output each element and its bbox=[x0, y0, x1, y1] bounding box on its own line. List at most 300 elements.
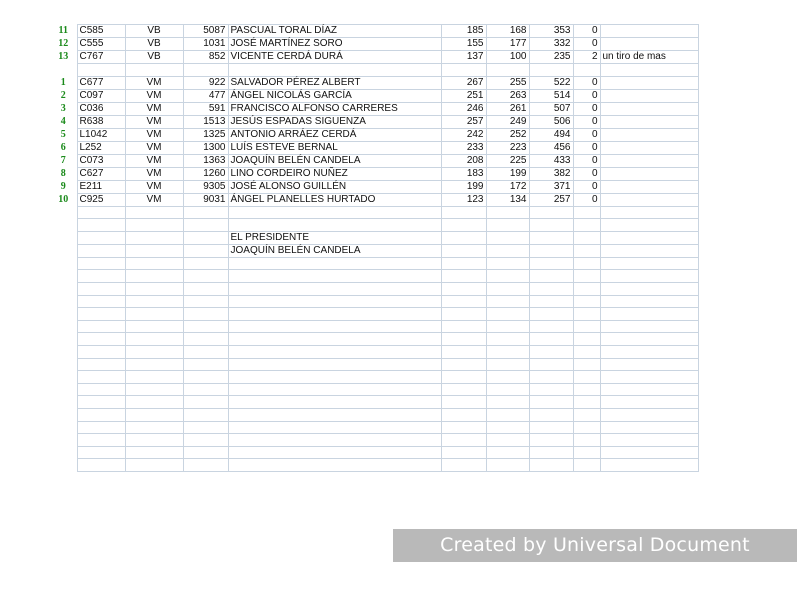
total-cell: 506 bbox=[529, 115, 573, 128]
license-cell bbox=[183, 206, 228, 219]
score1-cell bbox=[441, 421, 486, 434]
name-cell bbox=[228, 345, 441, 358]
note-cell bbox=[600, 320, 698, 333]
note-cell bbox=[600, 231, 698, 244]
note-cell bbox=[600, 282, 698, 295]
score1-cell bbox=[441, 206, 486, 219]
category-cell bbox=[125, 295, 183, 308]
extra-cell: 2 bbox=[573, 51, 600, 64]
note-cell bbox=[600, 459, 698, 472]
extra-cell bbox=[573, 295, 600, 308]
score1-cell: 267 bbox=[441, 76, 486, 89]
note-cell bbox=[600, 383, 698, 396]
rank-cell bbox=[50, 371, 77, 384]
score2-cell bbox=[486, 308, 529, 321]
license-cell bbox=[183, 396, 228, 409]
total-cell: 257 bbox=[529, 193, 573, 206]
name-cell bbox=[228, 270, 441, 283]
rank-cell: 9 bbox=[60, 180, 66, 192]
name-cell: JESÚS ESPADAS SIGUENZA bbox=[228, 115, 441, 128]
license-cell bbox=[183, 333, 228, 346]
category-cell bbox=[125, 244, 183, 257]
name-cell: JOSÉ MARTÍNEZ SORO bbox=[228, 38, 441, 51]
score2-cell bbox=[486, 459, 529, 472]
name-cell: SALVADOR PÉREZ ALBERT bbox=[228, 76, 441, 89]
score2-cell bbox=[486, 282, 529, 295]
empty-row bbox=[50, 270, 698, 283]
score1-cell bbox=[441, 383, 486, 396]
empty-row bbox=[50, 333, 698, 346]
score1-cell: 137 bbox=[441, 51, 486, 64]
score2-cell: 255 bbox=[486, 76, 529, 89]
score2-cell bbox=[486, 244, 529, 257]
note-cell bbox=[600, 180, 698, 193]
extra-cell: 0 bbox=[573, 89, 600, 102]
category-cell bbox=[125, 383, 183, 396]
note-cell bbox=[600, 141, 698, 154]
code-cell: C627 bbox=[77, 167, 125, 180]
license-cell bbox=[183, 408, 228, 421]
note-cell bbox=[600, 25, 698, 38]
score2-cell: 223 bbox=[486, 141, 529, 154]
category-cell bbox=[125, 421, 183, 434]
rank-cell bbox=[50, 345, 77, 358]
note-cell bbox=[600, 358, 698, 371]
code-cell bbox=[77, 282, 125, 295]
code-cell bbox=[77, 408, 125, 421]
license-cell: 477 bbox=[183, 89, 228, 102]
name-cell: LINO CORDEIRO NUÑEZ bbox=[228, 167, 441, 180]
extra-cell: 0 bbox=[573, 193, 600, 206]
license-cell bbox=[183, 244, 228, 257]
table-row bbox=[50, 51, 698, 64]
category-cell: VM bbox=[125, 154, 183, 167]
empty-row bbox=[50, 383, 698, 396]
code-cell bbox=[77, 244, 125, 257]
rank-cell bbox=[50, 244, 77, 257]
empty-row bbox=[50, 358, 698, 371]
score1-cell bbox=[441, 282, 486, 295]
note-cell bbox=[600, 371, 698, 384]
note-cell bbox=[600, 295, 698, 308]
watermark-banner: Created by Universal Document Converter bbox=[393, 529, 797, 562]
note-cell bbox=[600, 193, 698, 206]
note-cell bbox=[600, 345, 698, 358]
score1-cell: 185 bbox=[441, 25, 486, 38]
note-cell bbox=[600, 308, 698, 321]
note-cell bbox=[600, 167, 698, 180]
score1-cell: 183 bbox=[441, 167, 486, 180]
table-row bbox=[50, 154, 698, 167]
license-cell bbox=[183, 371, 228, 384]
extra-cell bbox=[573, 459, 600, 472]
rank-cell bbox=[50, 421, 77, 434]
score1-cell bbox=[441, 371, 486, 384]
category-cell: VB bbox=[125, 38, 183, 51]
code-cell: R638 bbox=[77, 115, 125, 128]
name-cell bbox=[228, 64, 441, 77]
category-cell bbox=[125, 257, 183, 270]
category-cell: VB bbox=[125, 25, 183, 38]
empty-row bbox=[50, 408, 698, 421]
code-cell: L1042 bbox=[77, 128, 125, 141]
table-row bbox=[50, 167, 698, 180]
license-cell bbox=[183, 345, 228, 358]
empty-row bbox=[50, 371, 698, 384]
table-row bbox=[50, 102, 698, 115]
score2-cell: 177 bbox=[486, 38, 529, 51]
code-cell bbox=[77, 358, 125, 371]
code-cell: L252 bbox=[77, 141, 125, 154]
score1-cell bbox=[441, 308, 486, 321]
rank-cell bbox=[50, 396, 77, 409]
license-cell: 922 bbox=[183, 76, 228, 89]
table-row bbox=[50, 115, 698, 128]
name-cell bbox=[228, 446, 441, 459]
rank-cell bbox=[50, 231, 77, 244]
extra-cell: 0 bbox=[573, 76, 600, 89]
table-row bbox=[50, 38, 698, 51]
score1-cell bbox=[441, 358, 486, 371]
score1-cell: 123 bbox=[441, 193, 486, 206]
note-cell bbox=[600, 64, 698, 77]
name-cell bbox=[228, 459, 441, 472]
name-cell bbox=[228, 308, 441, 321]
extra-cell: 0 bbox=[573, 25, 600, 38]
total-cell: 332 bbox=[529, 38, 573, 51]
score1-cell: 246 bbox=[441, 102, 486, 115]
rank-cell: 2 bbox=[60, 89, 66, 101]
license-cell: 1031 bbox=[183, 38, 228, 51]
name-cell: VICENTE CERDÁ DURÁ bbox=[228, 51, 441, 64]
score2-cell bbox=[486, 219, 529, 232]
empty-row bbox=[50, 434, 698, 447]
score2-cell: 172 bbox=[486, 180, 529, 193]
category-cell bbox=[125, 446, 183, 459]
license-cell: 591 bbox=[183, 102, 228, 115]
rank-cell: 11 bbox=[58, 25, 68, 36]
code-cell: C036 bbox=[77, 102, 125, 115]
category-cell bbox=[125, 231, 183, 244]
extra-cell bbox=[573, 320, 600, 333]
score2-cell: 261 bbox=[486, 102, 529, 115]
extra-cell bbox=[573, 206, 600, 219]
extra-cell bbox=[573, 421, 600, 434]
extra-cell: 0 bbox=[573, 102, 600, 115]
extra-cell bbox=[573, 308, 600, 321]
category-cell: VM bbox=[125, 141, 183, 154]
table-row bbox=[50, 25, 698, 38]
license-cell: 1363 bbox=[183, 154, 228, 167]
total-cell: 382 bbox=[529, 167, 573, 180]
signature-name: JOAQUÍN BELÉN CANDELA bbox=[228, 244, 441, 257]
code-cell bbox=[77, 345, 125, 358]
name-cell bbox=[228, 257, 441, 270]
name-cell: PASCUAL TORAL DÍAZ bbox=[228, 25, 441, 38]
extra-cell: 0 bbox=[573, 180, 600, 193]
category-cell: VM bbox=[125, 128, 183, 141]
score1-cell bbox=[441, 295, 486, 308]
note-cell bbox=[600, 102, 698, 115]
score1-cell: 257 bbox=[441, 115, 486, 128]
empty-row bbox=[50, 446, 698, 459]
code-cell bbox=[77, 64, 125, 77]
extra-cell bbox=[573, 282, 600, 295]
code-cell bbox=[77, 396, 125, 409]
name-cell bbox=[228, 219, 441, 232]
score2-cell: 249 bbox=[486, 115, 529, 128]
rank-cell bbox=[50, 308, 77, 321]
name-cell: LUÍS ESTEVE BERNAL bbox=[228, 141, 441, 154]
code-cell: C097 bbox=[77, 89, 125, 102]
score2-cell bbox=[486, 371, 529, 384]
name-cell: ÁNGEL PLANELLES HURTADO bbox=[228, 193, 441, 206]
table-row bbox=[50, 180, 698, 193]
extra-cell bbox=[573, 333, 600, 346]
category-cell: VB bbox=[125, 51, 183, 64]
score2-cell bbox=[486, 396, 529, 409]
category-cell bbox=[125, 270, 183, 283]
code-cell bbox=[77, 459, 125, 472]
extra-cell bbox=[573, 231, 600, 244]
name-cell bbox=[228, 396, 441, 409]
score1-cell: 233 bbox=[441, 141, 486, 154]
empty-row bbox=[50, 396, 698, 409]
note-cell bbox=[600, 128, 698, 141]
note-cell bbox=[600, 89, 698, 102]
code-cell: C073 bbox=[77, 154, 125, 167]
rank-cell bbox=[50, 408, 77, 421]
total-cell bbox=[529, 308, 573, 321]
total-cell bbox=[529, 219, 573, 232]
note-cell bbox=[600, 421, 698, 434]
empty-row bbox=[50, 295, 698, 308]
total-cell bbox=[529, 257, 573, 270]
total-cell bbox=[529, 270, 573, 283]
category-cell bbox=[125, 219, 183, 232]
empty-row bbox=[50, 308, 698, 321]
code-cell bbox=[77, 206, 125, 219]
name-cell: FRANCISCO ALFONSO CARRERES bbox=[228, 102, 441, 115]
code-cell bbox=[77, 434, 125, 447]
note-cell bbox=[600, 408, 698, 421]
rank-cell: 6 bbox=[60, 141, 66, 153]
rank-cell bbox=[50, 434, 77, 447]
note-cell bbox=[600, 244, 698, 257]
extra-cell bbox=[573, 270, 600, 283]
note-cell: un tiro de mas bbox=[600, 51, 698, 64]
score2-cell bbox=[486, 333, 529, 346]
code-cell bbox=[77, 446, 125, 459]
code-cell bbox=[77, 320, 125, 333]
empty-row bbox=[50, 206, 698, 219]
score1-cell bbox=[441, 333, 486, 346]
score1-cell bbox=[441, 320, 486, 333]
score2-cell bbox=[486, 358, 529, 371]
name-cell bbox=[228, 421, 441, 434]
total-cell bbox=[529, 408, 573, 421]
total-cell: 494 bbox=[529, 128, 573, 141]
extra-cell bbox=[573, 64, 600, 77]
table-row bbox=[50, 128, 698, 141]
license-cell: 1260 bbox=[183, 167, 228, 180]
score2-cell: 134 bbox=[486, 193, 529, 206]
rank-cell: 1 bbox=[60, 76, 66, 88]
extra-cell bbox=[573, 396, 600, 409]
table-row bbox=[50, 89, 698, 102]
score1-cell bbox=[441, 244, 486, 257]
extra-cell: 0 bbox=[573, 128, 600, 141]
rank-cell bbox=[50, 295, 77, 308]
extra-cell bbox=[573, 219, 600, 232]
name-cell: JOSÉ ALONSO GUILLÉN bbox=[228, 180, 441, 193]
category-cell bbox=[125, 333, 183, 346]
extra-cell bbox=[573, 446, 600, 459]
total-cell bbox=[529, 345, 573, 358]
code-cell bbox=[77, 333, 125, 346]
name-cell bbox=[228, 434, 441, 447]
extra-cell: 0 bbox=[573, 141, 600, 154]
score1-cell bbox=[441, 64, 486, 77]
total-cell bbox=[529, 434, 573, 447]
note-cell bbox=[600, 396, 698, 409]
empty-row bbox=[50, 219, 698, 232]
signature-title: EL PRESIDENTE bbox=[228, 231, 441, 244]
category-cell bbox=[125, 308, 183, 321]
total-cell: 507 bbox=[529, 102, 573, 115]
extra-cell bbox=[573, 408, 600, 421]
table-row bbox=[50, 141, 698, 154]
category-cell bbox=[125, 320, 183, 333]
rank-cell bbox=[50, 358, 77, 371]
code-cell bbox=[77, 308, 125, 321]
total-cell bbox=[529, 244, 573, 257]
empty-row bbox=[50, 345, 698, 358]
rank-cell bbox=[50, 257, 77, 270]
score2-cell bbox=[486, 64, 529, 77]
total-cell bbox=[529, 64, 573, 77]
score2-cell bbox=[486, 383, 529, 396]
score1-cell bbox=[441, 408, 486, 421]
total-cell: 456 bbox=[529, 141, 573, 154]
extra-cell bbox=[573, 434, 600, 447]
note-cell bbox=[600, 333, 698, 346]
name-cell bbox=[228, 333, 441, 346]
total-cell bbox=[529, 371, 573, 384]
name-cell bbox=[228, 383, 441, 396]
note-cell bbox=[600, 154, 698, 167]
license-cell bbox=[183, 421, 228, 434]
score2-cell: 225 bbox=[486, 154, 529, 167]
name-cell bbox=[228, 206, 441, 219]
category-cell bbox=[125, 371, 183, 384]
license-cell: 9031 bbox=[183, 193, 228, 206]
extra-cell bbox=[573, 371, 600, 384]
table-row bbox=[50, 193, 698, 206]
extra-cell bbox=[573, 345, 600, 358]
total-cell: 235 bbox=[529, 51, 573, 64]
name-cell bbox=[228, 358, 441, 371]
rank-cell: 5 bbox=[60, 128, 66, 140]
license-cell bbox=[183, 231, 228, 244]
score2-cell: 252 bbox=[486, 128, 529, 141]
license-cell: 9305 bbox=[183, 180, 228, 193]
note-cell bbox=[600, 206, 698, 219]
name-cell: ÁNGEL NICOLÁS GARCÍA bbox=[228, 89, 441, 102]
note-cell bbox=[600, 38, 698, 51]
code-cell bbox=[77, 371, 125, 384]
empty-row bbox=[50, 320, 698, 333]
rank-cell: 10 bbox=[58, 193, 69, 205]
score1-cell: 199 bbox=[441, 180, 486, 193]
score2-cell bbox=[486, 421, 529, 434]
total-cell: 371 bbox=[529, 180, 573, 193]
score2-cell bbox=[486, 257, 529, 270]
score1-cell bbox=[441, 219, 486, 232]
total-cell bbox=[529, 396, 573, 409]
code-cell bbox=[77, 383, 125, 396]
name-cell bbox=[228, 320, 441, 333]
score2-cell bbox=[486, 408, 529, 421]
extra-cell: 0 bbox=[573, 167, 600, 180]
rank-cell: 7 bbox=[60, 154, 66, 166]
total-cell: 433 bbox=[529, 154, 573, 167]
note-cell bbox=[600, 115, 698, 128]
rank-cell bbox=[50, 219, 77, 232]
rank-cell: 13 bbox=[58, 51, 69, 62]
category-cell: VM bbox=[125, 180, 183, 193]
empty-row bbox=[50, 64, 698, 77]
score1-cell bbox=[441, 257, 486, 270]
score1-cell: 155 bbox=[441, 38, 486, 51]
category-cell: VM bbox=[125, 76, 183, 89]
score1-cell bbox=[441, 396, 486, 409]
score1-cell bbox=[441, 231, 486, 244]
code-cell bbox=[77, 421, 125, 434]
score2-cell bbox=[486, 270, 529, 283]
license-cell bbox=[183, 308, 228, 321]
score2-cell bbox=[486, 345, 529, 358]
total-cell: 514 bbox=[529, 89, 573, 102]
score2-cell: 168 bbox=[486, 25, 529, 38]
code-cell: C555 bbox=[77, 38, 125, 51]
extra-cell bbox=[573, 244, 600, 257]
category-cell: VM bbox=[125, 115, 183, 128]
score2-cell bbox=[486, 434, 529, 447]
results-sheet bbox=[50, 24, 699, 472]
license-cell bbox=[183, 257, 228, 270]
note-cell bbox=[600, 257, 698, 270]
category-cell bbox=[125, 358, 183, 371]
score2-cell bbox=[486, 446, 529, 459]
score1-cell: 242 bbox=[441, 128, 486, 141]
category-cell bbox=[125, 408, 183, 421]
score1-cell bbox=[441, 270, 486, 283]
license-cell: 1300 bbox=[183, 141, 228, 154]
sheet-body bbox=[50, 25, 698, 472]
total-cell: 353 bbox=[529, 25, 573, 38]
rank-cell: 12 bbox=[58, 38, 69, 49]
extra-cell bbox=[573, 257, 600, 270]
total-cell bbox=[529, 446, 573, 459]
empty-row bbox=[50, 421, 698, 434]
category-cell: VM bbox=[125, 193, 183, 206]
score1-cell: 208 bbox=[441, 154, 486, 167]
rank-cell: 3 bbox=[60, 102, 66, 114]
code-cell bbox=[77, 231, 125, 244]
license-cell: 1513 bbox=[183, 115, 228, 128]
license-cell bbox=[183, 383, 228, 396]
